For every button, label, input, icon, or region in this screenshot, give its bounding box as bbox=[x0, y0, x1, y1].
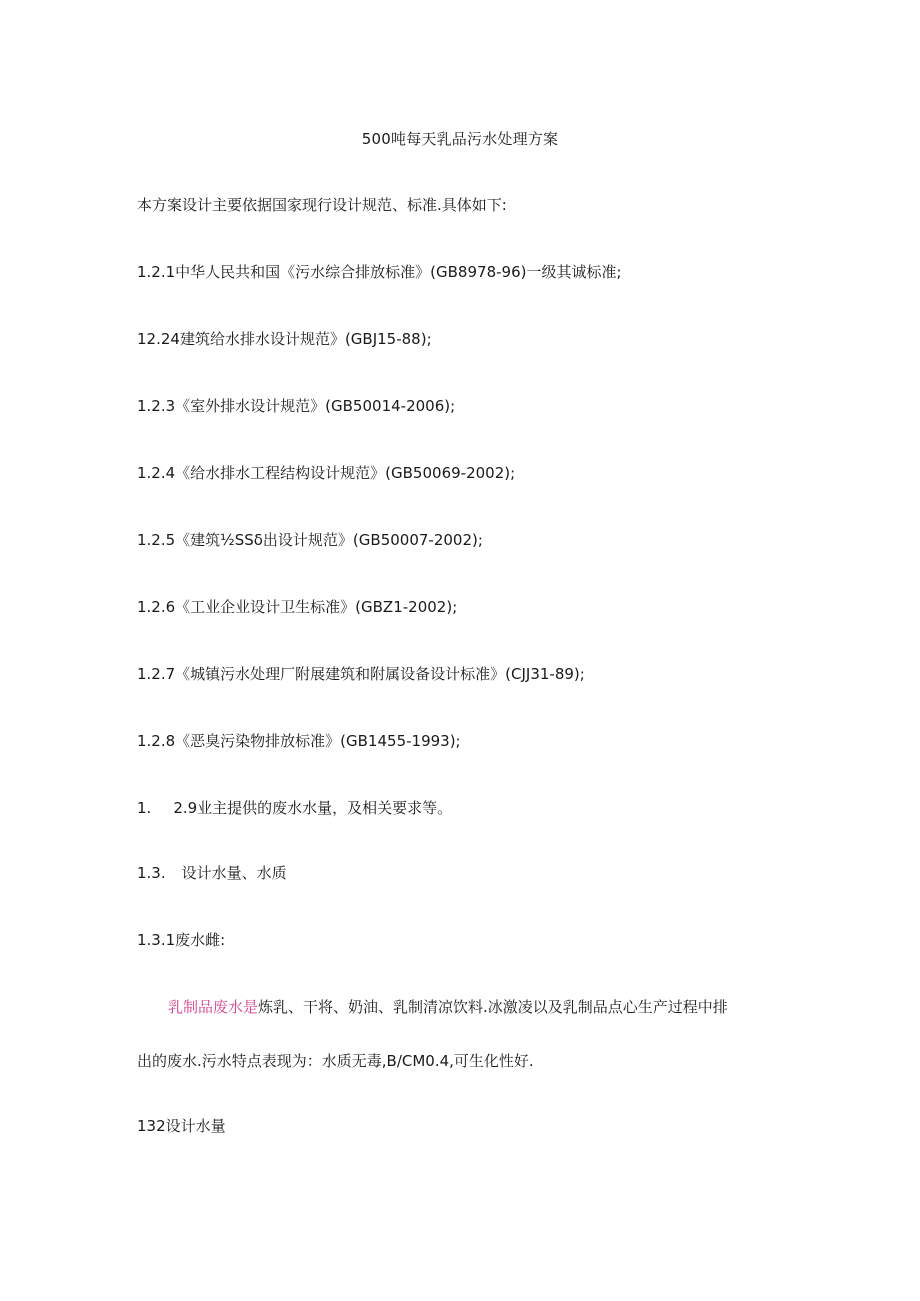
item-number: 1. bbox=[137, 799, 152, 817]
section-number: 1.3. bbox=[137, 864, 166, 882]
subsection-1-3-2-heading: 132设计水量 bbox=[137, 1117, 226, 1135]
subsection-1-3-1-heading: 1.3.1废水雌: bbox=[137, 931, 226, 949]
standard-item-1-2-8: 1.2.8《恶臭污染物排放标准》(GB1455-1993); bbox=[137, 732, 461, 750]
standard-item-1-2-2: 12.24建筑给水排水设计规范》(GBJ15-88); bbox=[137, 330, 432, 348]
highlighted-text: 乳制品废水是 bbox=[168, 998, 259, 1016]
document-title: 500吨每天乳品污水处理方案 bbox=[361, 130, 559, 148]
standard-item-1-2-7: 1.2.7《城镇污水处理厂附展建筑和附属设备设计标准》(CJJ31-89); bbox=[137, 665, 585, 683]
standard-item-1-2-1: 1.2.1中华人民共和国《污水综合排放标准》(GB8978-96)一级其诚标准; bbox=[137, 263, 622, 281]
description-paragraph-line-2: 出的废水.污水特点表现为：水质无毒,B/CM0.4,可生化性好. bbox=[137, 1052, 534, 1070]
section-title: 设计水量、水质 bbox=[181, 864, 287, 882]
standard-item-1-2-9 bbox=[137, 798, 452, 818]
standard-item-1-2-5: 1.2.5《建筑½SSδ出设计规范》(GB50007-2002); bbox=[137, 531, 483, 549]
standard-item-1-2-4: 1.2.4《给水排水工程结构设计规范》(GB50069-2002); bbox=[137, 464, 516, 482]
description-paragraph-line-1 bbox=[168, 997, 728, 1017]
section-1-3-heading bbox=[137, 863, 287, 883]
standard-item-1-2-3: 1.2.3《室外排水设计规范》(GB50014-2006); bbox=[137, 397, 456, 415]
item-text: 2.9业主提供的废水水量，及相关要求等。 bbox=[173, 799, 453, 817]
paragraph-text: 炼乳、干将、奶油、乳制清凉饮料.冰激凌以及乳制品点心生产过程中排 bbox=[258, 998, 728, 1016]
intro-text: 本方案设计主要依据国家现行设计规范、标准.具体如下: bbox=[137, 196, 507, 214]
standard-item-1-2-6: 1.2.6《工业企业设计卫生标准》(GBZ1-2002); bbox=[137, 598, 458, 616]
